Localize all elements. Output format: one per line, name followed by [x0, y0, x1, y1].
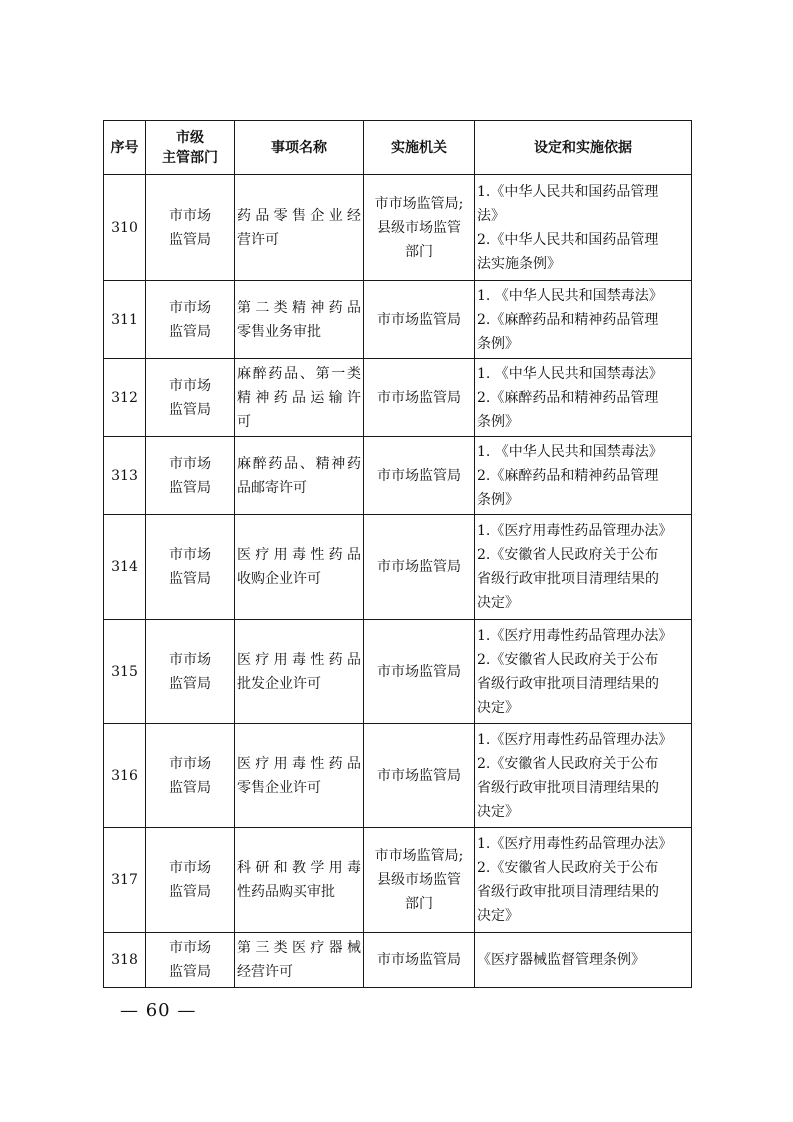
org-cell-line: 县级市场监管 — [377, 219, 461, 236]
dept-cell-line: 市市场 — [169, 940, 211, 956]
basis-cell-line: 决定》 — [477, 595, 519, 611]
header-org: 实施机关 — [364, 121, 475, 175]
org-cell — [364, 620, 475, 724]
basis-cell-line: 1. 《中华人民共和国禁毒法》 — [477, 287, 663, 304]
org-cell — [364, 359, 475, 437]
org-cell — [364, 515, 475, 620]
dept-cell — [146, 175, 235, 281]
item-name-cell-line: 收购企业许可 — [237, 571, 321, 587]
table-header-row — [104, 121, 692, 175]
row-number: 310 — [104, 175, 146, 281]
dept-cell-line: 市市场 — [169, 377, 211, 394]
item-name-cell-line: 药品零售企业经 — [237, 207, 361, 224]
basis-cell — [475, 515, 692, 620]
item-name-cell — [235, 724, 364, 828]
org-cell — [364, 724, 475, 828]
dept-cell-line: 市市场 — [169, 299, 211, 316]
header-dept-line1: 市级 — [176, 129, 204, 146]
table-row — [104, 281, 692, 359]
basis-cell-line: 法》 — [477, 207, 505, 224]
basis-cell-line: 1.《医疗用毒性药品管理办法》 — [477, 627, 673, 644]
basis-cell-line: 1.《中华人民共和国药品管理 — [477, 183, 659, 200]
item-name-cell — [235, 828, 364, 933]
basis-cell-line: 2.《安徽省人民政府关于公布 — [477, 860, 659, 876]
basis-cell-line: 省级行政审批项目清理结果的 — [477, 884, 659, 900]
table-row — [104, 515, 692, 620]
item-name-cell — [235, 620, 364, 724]
table-row — [104, 437, 692, 515]
item-name-cell-line: 经营许可 — [237, 964, 293, 980]
item-name-cell-line: 医疗用毒性药品 — [237, 651, 361, 668]
org-cell-line: 部门 — [405, 243, 433, 260]
item-name-cell-line: 零售企业许可 — [237, 779, 321, 796]
basis-cell-line: 省级行政审批项目清理结果的 — [477, 571, 659, 587]
table-row — [104, 828, 692, 933]
dept-cell-line: 市市场 — [169, 651, 211, 668]
dept-cell-line: 监管局 — [169, 964, 211, 980]
row-number: 317 — [104, 828, 146, 933]
item-name-cell-line: 医疗用毒性药品 — [237, 547, 361, 563]
basis-cell — [475, 620, 692, 724]
basis-cell — [475, 724, 692, 828]
dept-cell-line: 市市场 — [169, 455, 211, 472]
row-number: 314 — [104, 515, 146, 620]
dept-cell-line: 监管局 — [169, 884, 211, 900]
basis-cell-line: 决定》 — [477, 908, 519, 924]
basis-cell-line: 2.《麻醉药品和精神药品管理 — [477, 311, 659, 328]
basis-cell-line: 1.《医疗用毒性药品管理办法》 — [477, 523, 673, 539]
org-cell — [364, 175, 475, 281]
dept-cell-line: 监管局 — [169, 675, 211, 692]
basis-cell-line: 1. 《中华人民共和国禁毒法》 — [477, 443, 663, 460]
header-basis: 设定和实施依据 — [475, 121, 692, 175]
basis-cell — [475, 828, 692, 933]
basis-cell-line: 1.《医疗用毒性药品管理办法》 — [477, 731, 673, 748]
header-item: 事项名称 — [235, 121, 364, 175]
org-cell-line: 市市场监管局 — [377, 389, 461, 406]
table-row — [104, 175, 692, 281]
org-cell-line: 市市场监管局 — [377, 952, 461, 968]
dept-cell-line: 监管局 — [169, 401, 211, 418]
item-name-cell-line: 麻醉药品、精神药 — [237, 455, 361, 472]
org-cell-line: 市市场监管局 — [377, 767, 461, 784]
dept-cell-line: 监管局 — [169, 323, 211, 340]
item-name-cell-line: 第三类医疗器械 — [237, 940, 361, 956]
row-number: 316 — [104, 724, 146, 828]
basis-cell-line: 省级行政审批项目清理结果的 — [477, 675, 659, 692]
dept-cell-line: 监管局 — [169, 779, 211, 796]
basis-cell-line: 2.《安徽省人民政府关于公布 — [477, 651, 659, 668]
basis-cell-line: 条例》 — [477, 491, 519, 508]
org-cell-line: 市市场监管局 — [377, 467, 461, 484]
approval-items-table — [103, 120, 692, 988]
org-cell — [364, 281, 475, 359]
org-cell — [364, 933, 475, 988]
dept-cell — [146, 724, 235, 828]
org-cell — [364, 828, 475, 933]
dept-cell — [146, 359, 235, 437]
item-name-cell-line: 零售业务审批 — [237, 323, 321, 340]
dept-cell — [146, 437, 235, 515]
item-name-cell-line: 第二类精神药品 — [237, 299, 361, 316]
dept-cell-line: 监管局 — [169, 571, 211, 587]
basis-cell-line: 决定》 — [477, 803, 519, 820]
basis-cell-line: 2.《安徽省人民政府关于公布 — [477, 755, 659, 772]
item-name-cell — [235, 175, 364, 281]
org-cell-line: 市市场监管局 — [377, 311, 461, 328]
item-name-cell-line: 营许可 — [237, 231, 279, 248]
item-name-cell-line: 科研和教学用毒 — [237, 860, 361, 876]
basis-cell-line: 2.《安徽省人民政府关于公布 — [477, 547, 659, 563]
row-number: 313 — [104, 437, 146, 515]
basis-cell-line: 条例》 — [477, 413, 519, 430]
basis-cell-line: 决定》 — [477, 699, 519, 716]
dept-cell — [146, 515, 235, 620]
item-name-cell — [235, 437, 364, 515]
table-body — [104, 175, 692, 988]
org-cell-line: 市市场监管局; — [374, 195, 464, 212]
table-row — [104, 359, 692, 437]
item-name-cell-line: 批发企业许可 — [237, 675, 321, 692]
dept-cell — [146, 828, 235, 933]
org-cell — [364, 437, 475, 515]
basis-cell — [475, 281, 692, 359]
row-number: 315 — [104, 620, 146, 724]
item-name-cell — [235, 933, 364, 988]
org-cell-line: 市市场监管局; — [374, 848, 464, 864]
header-dept-line2: 主管部门 — [162, 149, 218, 166]
row-number: 312 — [104, 359, 146, 437]
basis-cell-line: 《医疗器械监督管理条例》 — [477, 952, 645, 968]
basis-cell — [475, 359, 692, 437]
basis-cell-line: 2.《麻醉药品和精神药品管理 — [477, 389, 659, 406]
dept-cell-line: 监管局 — [169, 479, 211, 496]
item-name-cell-line: 可 — [237, 413, 251, 430]
header-no: 序号 — [104, 121, 146, 175]
item-name-cell-line: 品邮寄许可 — [237, 479, 307, 496]
item-name-cell — [235, 515, 364, 620]
basis-cell — [475, 175, 692, 281]
org-cell-line: 部门 — [405, 896, 433, 912]
table-row — [104, 620, 692, 724]
basis-cell — [475, 933, 692, 988]
table-row — [104, 933, 692, 988]
org-cell-line: 市市场监管局 — [377, 663, 461, 680]
basis-cell-line: 法实施条例》 — [477, 255, 561, 272]
org-cell-line: 县级市场监管 — [377, 872, 461, 888]
basis-cell-line: 1. 《中华人民共和国禁毒法》 — [477, 365, 663, 382]
row-number: 318 — [104, 933, 146, 988]
org-cell-line: 市市场监管局 — [377, 559, 461, 575]
basis-cell-line: 省级行政审批项目清理结果的 — [477, 779, 659, 796]
dept-cell-line: 市市场 — [169, 755, 211, 772]
page-number: — 60 — — [120, 1000, 197, 1021]
dept-cell-line: 监管局 — [169, 231, 211, 248]
item-name-cell — [235, 359, 364, 437]
header-dept — [146, 121, 235, 175]
basis-cell — [475, 437, 692, 515]
dept-cell — [146, 620, 235, 724]
basis-cell-line: 条例》 — [477, 335, 519, 352]
dept-cell-line: 市市场 — [169, 207, 211, 224]
dept-cell-line: 市市场 — [169, 547, 211, 563]
row-number: 311 — [104, 281, 146, 359]
dept-cell-line: 市市场 — [169, 860, 211, 876]
item-name-cell — [235, 281, 364, 359]
dept-cell — [146, 281, 235, 359]
basis-cell-line: 2.《中华人民共和国药品管理 — [477, 231, 659, 248]
item-name-cell-line: 麻醉药品、第一类 — [237, 365, 361, 382]
item-name-cell-line: 医疗用毒性药品 — [237, 755, 361, 772]
basis-cell-line: 2.《麻醉药品和精神药品管理 — [477, 467, 659, 484]
dept-cell — [146, 933, 235, 988]
item-name-cell-line: 精神药品运输许 — [237, 389, 361, 406]
item-name-cell-line: 性药品购买审批 — [237, 884, 335, 900]
basis-cell-line: 1.《医疗用毒性药品管理办法》 — [477, 836, 673, 852]
table-row — [104, 724, 692, 828]
